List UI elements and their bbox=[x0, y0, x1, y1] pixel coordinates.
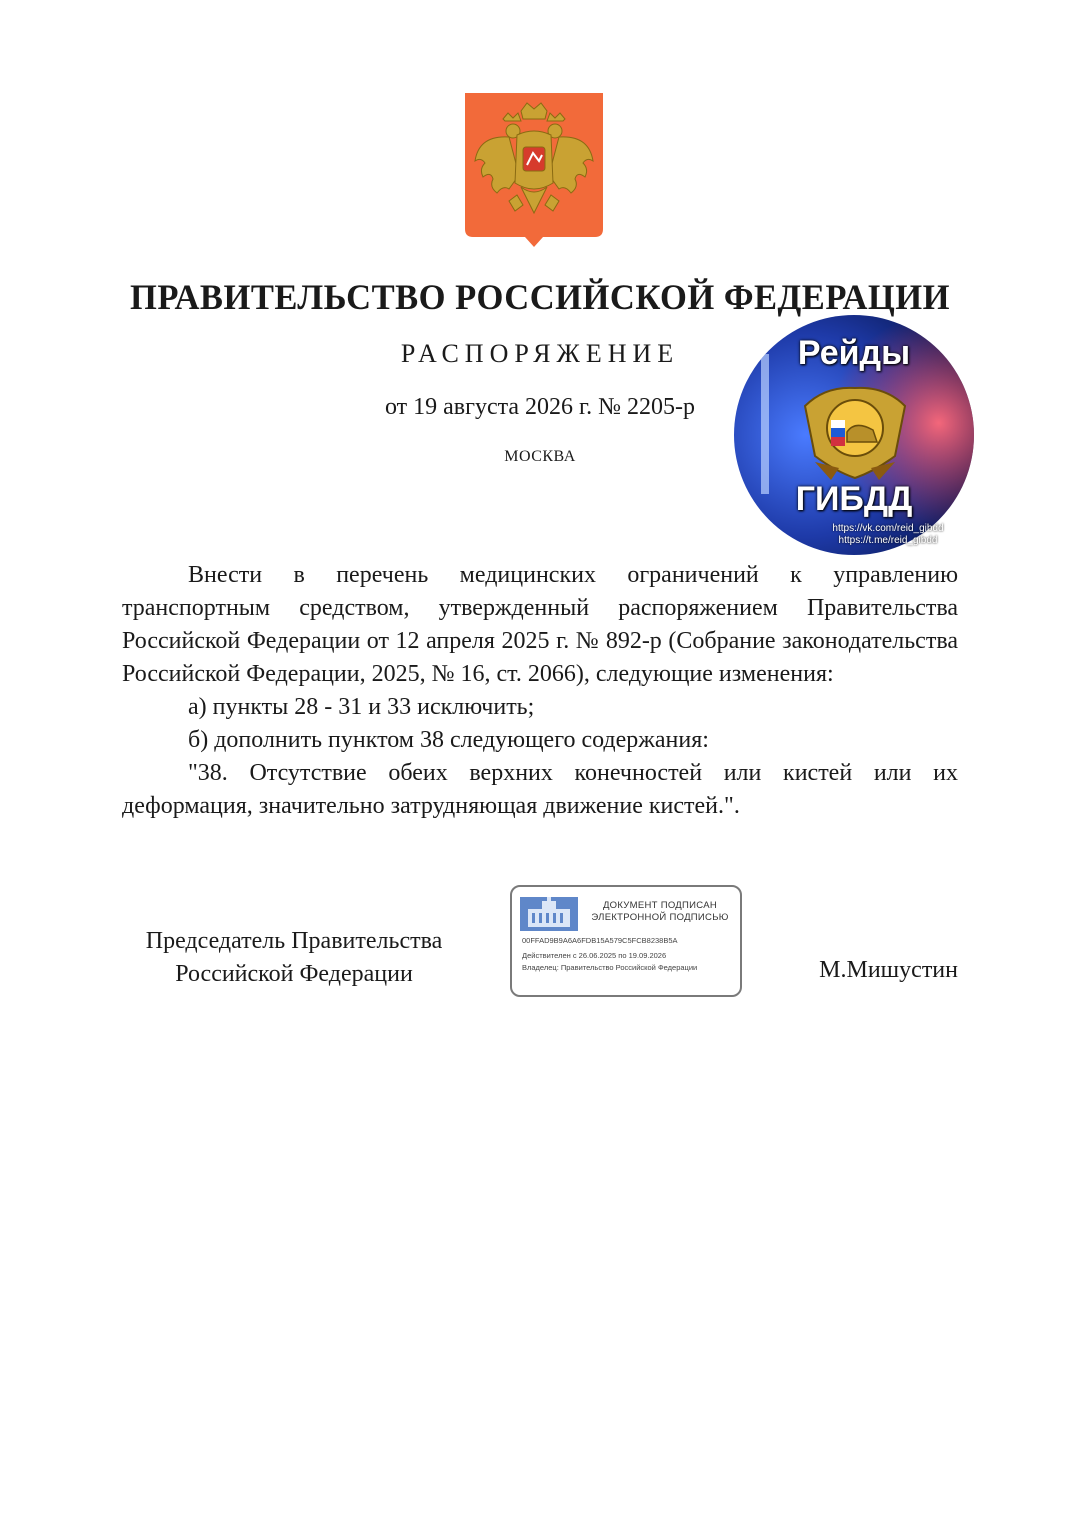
item-b: б) дополнить пунктом 38 следующего содержания: bbox=[188, 727, 709, 753]
traffic-police-emblem-icon bbox=[795, 376, 915, 486]
badge-title: Рейды bbox=[797, 334, 911, 372]
stamp-heading-line1: ДОКУМЕНТ ПОДПИСАН bbox=[602, 900, 718, 911]
watermark-badge bbox=[733, 314, 975, 556]
government-title: ПРАВИТЕЛЬСТВО РОССИЙСКОЙ ФЕДЕРАЦИИ bbox=[129, 277, 951, 317]
badge-link-telegram: https://t.me/reid_gibdd bbox=[838, 535, 938, 546]
badge-link-vk: https://vk.com/reid_gibdd bbox=[832, 523, 944, 534]
document-date-number: от 19 августа 2026 г. № 2205-р bbox=[384, 394, 696, 420]
stamp-validity: Действителен с 26.06.2025 по 19.09.2026 bbox=[522, 951, 667, 960]
stamp-heading-line2: ЭЛЕКТРОННОЙ ПОДПИСЬЮ bbox=[591, 912, 729, 923]
quoted-item-38: "38. Отсутствие обеих верхних конечностей или кистей или их деформация, значительно затрудняющая движение кистей.". bbox=[122, 760, 958, 819]
stamp-certificate: 00FFAD9B9A6A6FDB15A579C5FCB8238B5A bbox=[522, 936, 678, 945]
badge-subtitle: ГИБДД bbox=[795, 480, 913, 518]
stamp-owner: Владелец: Правительство Российской Федерации bbox=[522, 963, 698, 972]
electronic-signature-stamp bbox=[510, 885, 742, 997]
signatory-name: М.Мишустин bbox=[819, 957, 958, 983]
government-building-icon bbox=[520, 897, 578, 931]
document-city: МОСКВА bbox=[504, 448, 576, 465]
document-type: РАСПОРЯЖЕНИЕ bbox=[400, 339, 680, 368]
item-a: а) пункты 28 - 31 и 33 исключить; bbox=[188, 694, 535, 720]
intro-paragraph: Внести в перечень медицинских ограничений к управлению транспортным средством, утвержденный распоряжением Правительства Российской Федерации от 12 апреля 2025 г. № 892-р (Собрание законодательства Российской Федерации, 2025, № 16, ст. 2066), следующие изменения: bbox=[122, 562, 958, 687]
order-body bbox=[122, 559, 958, 823]
russian-coat-of-arms-icon bbox=[463, 91, 605, 249]
signatory-role-line1: Председатель Правительства bbox=[145, 928, 443, 954]
stamp-heading bbox=[584, 900, 736, 924]
signatory-role bbox=[122, 925, 466, 991]
signatory-role-line2: Российской Федерации bbox=[175, 961, 413, 987]
